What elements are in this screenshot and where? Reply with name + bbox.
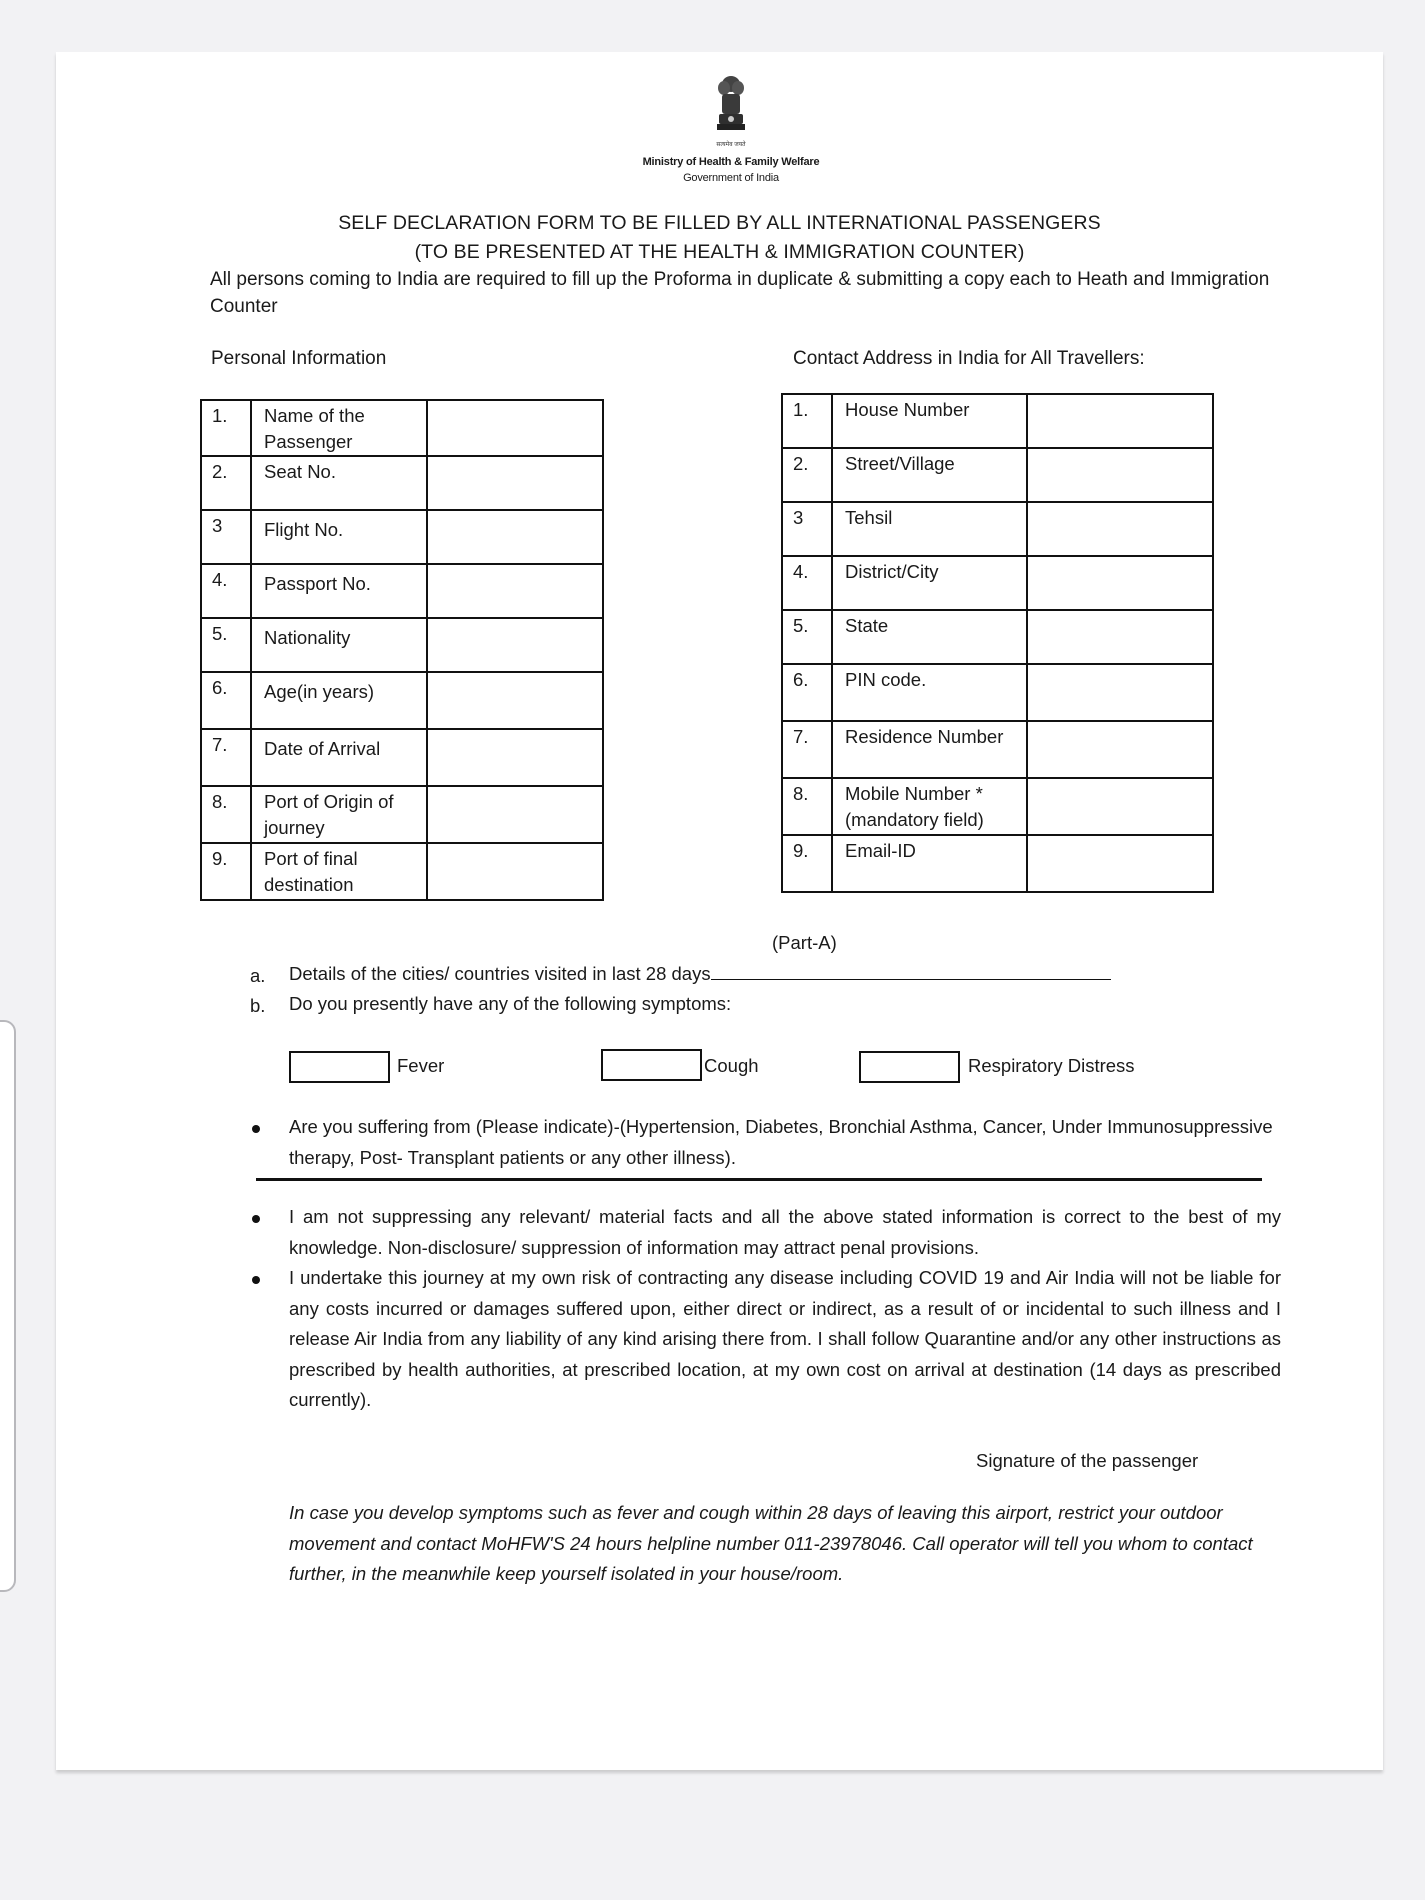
form-intro: All persons coming to India are required to fill up the Proforma in duplicate & submitting a copy each to Heath and Immigration Counter <box>210 269 1270 317</box>
table-row <box>782 556 1213 610</box>
field-label: Date of Arrival <box>251 729 427 786</box>
table-row <box>782 610 1213 664</box>
helpline-note: In case you develop symptoms such as fever and cough within 28 days of leaving this airport, restrict your outdoor movement and contact MoHFW'S 24 hours helpline number 011-23978046. Call operator will tell you whom to contact further, in the meanwhile keep yourself isolated in your house/room. <box>289 1502 1253 1585</box>
question-b-marker: b. <box>250 995 266 1016</box>
field-label: District/City <box>832 556 1027 610</box>
field-label: House Number <box>832 394 1027 448</box>
field-label: Residence Number <box>832 721 1027 778</box>
table-row <box>782 664 1213 721</box>
district-city-field[interactable] <box>1027 556 1213 610</box>
nationality-field[interactable] <box>427 618 603 672</box>
government-name: Government of India <box>683 172 779 184</box>
row-number: 4. <box>201 564 251 618</box>
respiratory-distress-label: Respiratory Distress <box>968 1055 1135 1076</box>
respiratory-distress-checkbox[interactable] <box>859 1051 960 1083</box>
table-row <box>201 564 603 618</box>
illness-question: Are you suffering from (Please indicate)-(Hypertension, Diabetes, Bronchial Asthma, Cancer, Under Immunosuppressive therapy, Post- Transplant patients or any other illness). <box>289 1116 1273 1168</box>
table-row <box>201 786 603 843</box>
field-label: PIN code. <box>832 664 1027 721</box>
mobile-number-field[interactable] <box>1027 778 1213 835</box>
question-a-text: Details of the cities/ countries visited in last 28 days <box>289 963 711 984</box>
row-number: 8. <box>201 786 251 843</box>
row-number: 8. <box>782 778 832 835</box>
question-b-text: Do you presently have any of the following symptoms: <box>289 993 732 1014</box>
state-field[interactable] <box>1027 610 1213 664</box>
table-row <box>201 456 603 510</box>
row-number: 7. <box>201 729 251 786</box>
bullet-icon <box>252 1215 260 1223</box>
field-label: Tehsil <box>832 502 1027 556</box>
table-row <box>782 448 1213 502</box>
declaration-facts: I am not suppressing any relevant/ material facts and all the above stated information is correct to the best of my knowledge. Non-disclosure/ suppression of information may attract penal provisions. <box>289 1206 1281 1258</box>
row-number: 3 <box>201 510 251 564</box>
row-number: 7. <box>782 721 832 778</box>
part-a-label: (Part-A) <box>772 932 837 953</box>
field-label: Name of the Passenger <box>251 400 427 456</box>
countries-visited-input[interactable] <box>711 961 1111 980</box>
email-id-field[interactable] <box>1027 835 1213 892</box>
field-label: Street/Village <box>832 448 1027 502</box>
row-number: 6. <box>201 672 251 729</box>
emblem-motto: सत्यमेव जयते <box>716 142 746 148</box>
ministry-name: Ministry of Health & Family Welfare <box>642 156 820 168</box>
table-row <box>201 672 603 729</box>
row-number: 5. <box>201 618 251 672</box>
table-row <box>782 394 1213 448</box>
field-label: Mobile Number * (mandatory field) <box>832 778 1027 835</box>
table-row <box>782 502 1213 556</box>
tehsil-field[interactable] <box>1027 502 1213 556</box>
contact-address-table <box>781 393 1214 893</box>
arrival-date-field[interactable] <box>427 729 603 786</box>
origin-port-field[interactable] <box>427 786 603 843</box>
contact-address-heading: Contact Address in India for All Travellers: <box>793 348 1145 369</box>
field-label: Age(in years) <box>251 672 427 729</box>
field-label: Port of Origin of journey <box>251 786 427 843</box>
table-row <box>201 843 603 900</box>
passport-no-field[interactable] <box>427 564 603 618</box>
field-label: State <box>832 610 1027 664</box>
question-a <box>289 959 1111 989</box>
flight-no-field[interactable] <box>427 510 603 564</box>
personal-info-table <box>200 399 604 901</box>
bullet-icon <box>252 1125 260 1133</box>
bullet-icon <box>252 1276 260 1284</box>
passenger-name-field[interactable] <box>427 400 603 456</box>
pin-code-field[interactable] <box>1027 664 1213 721</box>
state-emblem-icon <box>714 74 748 138</box>
field-label: Port of final destination <box>251 843 427 900</box>
table-row <box>782 778 1213 835</box>
form-title: SELF DECLARATION FORM TO BE FILLED BY ALL INTERNATIONAL PASSENGERS <box>338 212 1101 234</box>
row-number: 9. <box>201 843 251 900</box>
signature-label: Signature of the passenger <box>976 1450 1199 1471</box>
field-label: Passport No. <box>251 564 427 618</box>
house-number-field[interactable] <box>1027 394 1213 448</box>
document-page <box>56 52 1383 1770</box>
table-row <box>782 835 1213 892</box>
row-number: 3 <box>782 502 832 556</box>
field-label: Seat No. <box>251 456 427 510</box>
fever-checkbox[interactable] <box>289 1051 390 1083</box>
field-label: Flight No. <box>251 510 427 564</box>
table-row <box>201 729 603 786</box>
seat-no-field[interactable] <box>427 456 603 510</box>
form-subtitle: (TO BE PRESENTED AT THE HEALTH & IMMIGRATION COUNTER) <box>414 241 1025 263</box>
row-number: 1. <box>782 394 832 448</box>
personal-info-heading: Personal Information <box>211 348 387 369</box>
declaration-risk: I undertake this journey at my own risk of contracting any disease including COVID 19 and Air India will not be liable for any costs incurred or damages suffered upon, either direct or indirect, as a result of or incidental to such illness and I release Air India from any liability of any kind arising there from. I shall follow Quarantine and/or any other instructions as prescribed by health authorities, at prescribed location, at my own cost on arrival at destination (14 days as prescribed currently). <box>289 1267 1281 1411</box>
cough-label: Cough <box>704 1055 759 1076</box>
residence-number-field[interactable] <box>1027 721 1213 778</box>
table-row <box>201 510 603 564</box>
row-number: 9. <box>782 835 832 892</box>
illness-answer-line[interactable] <box>256 1178 1262 1181</box>
field-label: Email-ID <box>832 835 1027 892</box>
table-row <box>782 721 1213 778</box>
age-field[interactable] <box>427 672 603 729</box>
side-panel-tab[interactable] <box>0 1020 16 1592</box>
fever-label: Fever <box>397 1055 445 1076</box>
field-label: Nationality <box>251 618 427 672</box>
table-row <box>201 618 603 672</box>
street-village-field[interactable] <box>1027 448 1213 502</box>
row-number: 2. <box>201 456 251 510</box>
final-destination-field[interactable] <box>427 843 603 900</box>
row-number: 4. <box>782 556 832 610</box>
row-number: 2. <box>782 448 832 502</box>
row-number: 5. <box>782 610 832 664</box>
cough-checkbox[interactable] <box>601 1049 702 1081</box>
row-number: 1. <box>201 400 251 456</box>
row-number: 6. <box>782 664 832 721</box>
question-a-marker: a. <box>250 965 266 986</box>
table-row <box>201 400 603 456</box>
